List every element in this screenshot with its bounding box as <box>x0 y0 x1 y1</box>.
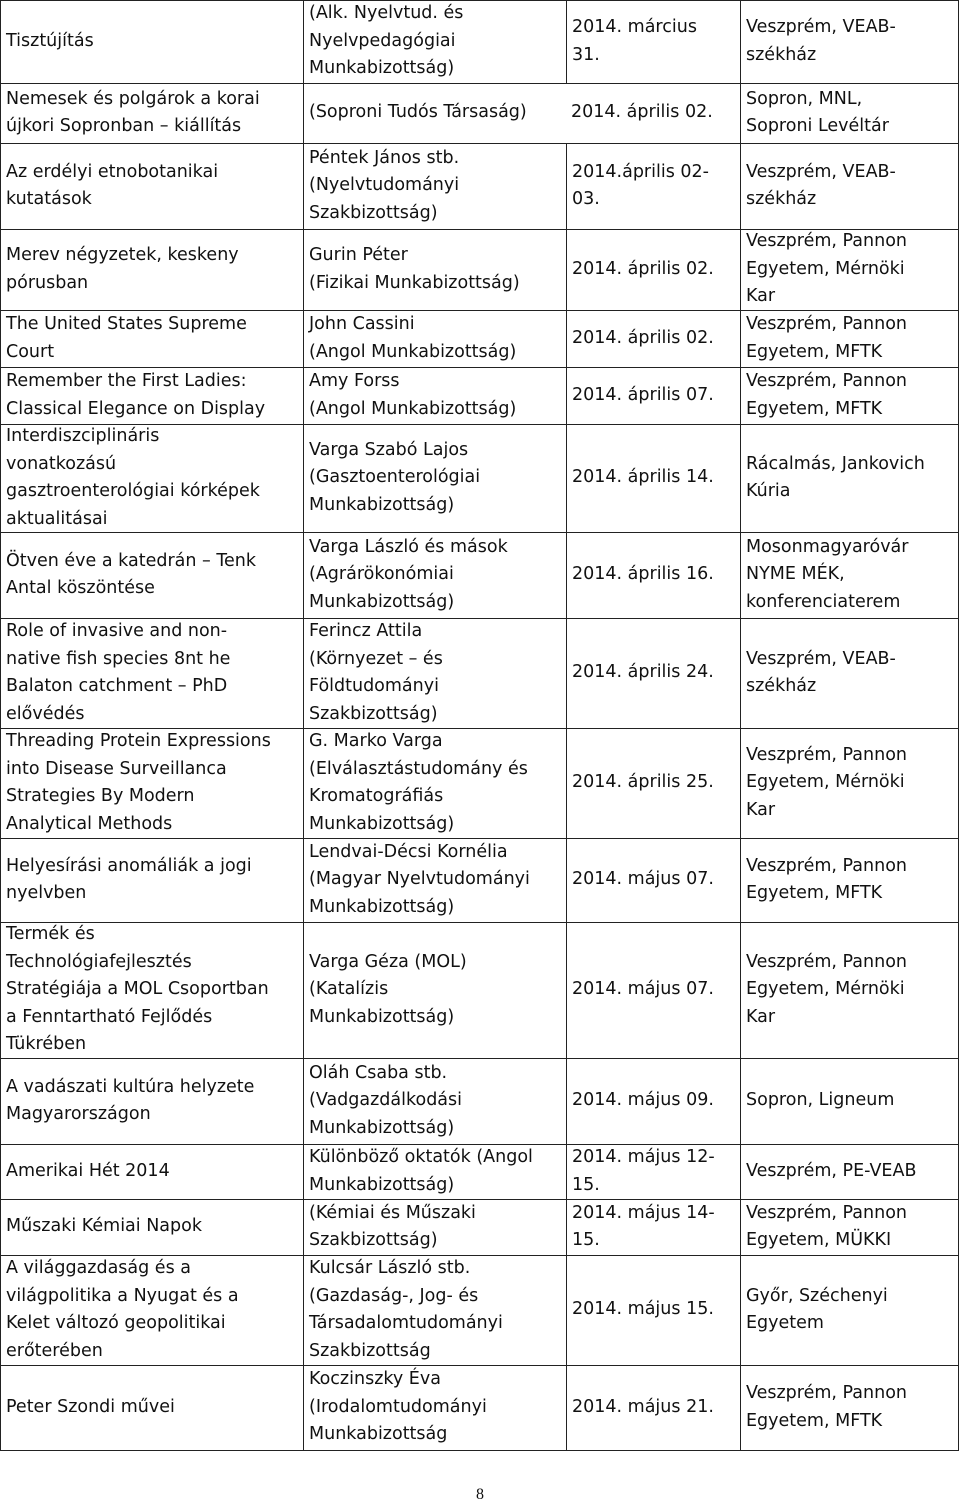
cell-text: Varga László és mások (Agrárökonómiai Munkabizottság) <box>309 536 508 612</box>
cell-text: Amerikai Hét 2014 <box>6 1160 170 1181</box>
cell-text: Helyesírási anomáliák a jogi nyelvben <box>6 855 252 903</box>
table-cell-event-location <box>740 310 958 367</box>
cell-text: Termék és Technológiafejlesztés Stratégiája a MOL Csoportban a Fenntartható Fejlődés Tükrében <box>6 924 269 1055</box>
cell-text: 2014. május 15. <box>572 1299 714 1320</box>
table-cell-event-title <box>0 1199 303 1255</box>
cell-text: 2014. április 07. <box>572 384 714 405</box>
table-cell-event-location <box>740 424 958 532</box>
cell-text: Role of invasive and non- native fish species 8nt he Balaton catchment – PhD elővédés <box>6 621 231 724</box>
cell-text: 2014. május 09. <box>572 1090 714 1111</box>
table-cell-event-date <box>566 618 740 728</box>
cell-text: Veszprém, PE-VEAB <box>746 1160 917 1181</box>
cell-text: 2014. április 02. <box>572 327 714 348</box>
cell-text: (Kémiai és Műszaki Szakbizottság) <box>309 1202 476 1250</box>
table-cell-event-location <box>740 1365 958 1450</box>
table-cell-event-location <box>740 1199 958 1255</box>
table-cell-organizer <box>303 728 566 838</box>
cell-text: Rácalmás, Jankovich Kúria <box>746 453 925 501</box>
cell-text: John Cassini (Angol Munkabizottság) <box>309 314 517 362</box>
table-cell-organizer <box>303 143 566 229</box>
cell-text: 2014. április 02. <box>572 258 714 279</box>
table-cell-organizer <box>303 618 566 728</box>
cell-text: Veszprém, VEAB- székház <box>746 648 896 696</box>
cell-text: Remember the First Ladies: Classical Elegance on Display <box>6 371 266 419</box>
cell-text: Különböző oktatók (Angol Munkabizottság) <box>309 1147 533 1195</box>
table-cell-event-date <box>566 310 740 367</box>
table-cell-event-location <box>740 1144 958 1199</box>
table-cell-event-location <box>740 143 958 229</box>
table-cell-organizer <box>303 1144 566 1199</box>
cell-text: Ferincz Attila (Környezet – és Földtudományi Szakbizottság) <box>309 621 443 724</box>
cell-text: 2014. április 02. <box>571 102 713 123</box>
table-cell-event-date <box>566 367 740 424</box>
table-cell-event-title <box>0 0 303 83</box>
cell-text: Veszprém, Pannon Egyetem, MFTK <box>746 1383 908 1431</box>
cell-text: Veszprém, Pannon Egyetem, Mérnöki Kar <box>746 231 908 307</box>
table-cell-organizer <box>303 367 566 424</box>
table-cell-organizer <box>303 0 566 83</box>
table-cell-event-location <box>740 618 958 728</box>
table-cell-event-title <box>0 367 303 424</box>
cell-text: Péntek János stb. (Nyelvtudományi Szakbizottság) <box>309 147 460 223</box>
cell-text: A világgazdaság és a világpolitika a Nyugat és a Kelet változó geopolitikai erőterében <box>6 1258 239 1361</box>
cell-text: Threading Protein Expressions into Disease Surveillanca Strategies By Modern Analytical Methods <box>6 731 271 834</box>
table-cell-event-location <box>740 0 958 83</box>
table-column-border <box>958 0 959 1450</box>
cell-text: The United States Supreme Court <box>6 314 247 362</box>
cell-text: Műszaki Kémiai Napok <box>6 1216 202 1237</box>
cell-text: Veszprém, Pannon Egyetem, MÜKKI <box>746 1202 908 1250</box>
table-cell-event-date <box>565 83 740 143</box>
table-cell-organizer <box>303 1199 566 1255</box>
table-cell-event-title <box>0 424 303 532</box>
cell-text: 2014. április 24. <box>572 662 714 683</box>
cell-text: Mosonmagyaróvár NYME MÉK, konferenciaterem <box>746 536 909 612</box>
table-cell-event-title <box>0 143 303 229</box>
cell-text: Győr, Széchenyi Egyetem <box>746 1285 888 1333</box>
cell-text: Tisztújítás <box>6 30 94 51</box>
table-cell-event-title <box>0 922 303 1058</box>
table-cell-event-location <box>740 1255 958 1365</box>
table-cell-event-location <box>740 83 958 143</box>
cell-text: Sopron, Ligneum <box>746 1090 895 1111</box>
table-cell-event-date <box>566 838 740 922</box>
table-cell-event-date <box>566 1255 740 1365</box>
cell-text: Az erdélyi etnobotanikai kutatások <box>6 161 219 209</box>
cell-text: 2014. április 16. <box>572 564 714 585</box>
cell-text: Sopron, MNL, Soproni Levéltár <box>746 88 889 136</box>
cell-text: Veszprém, Pannon Egyetem, Mérnöki Kar <box>746 744 908 820</box>
table-cell-event-title <box>0 310 303 367</box>
cell-text: Gurin Péter (Fizikai Munkabizottság) <box>309 245 520 293</box>
table-cell-event-date <box>566 532 740 618</box>
table-cell-organizer <box>303 1255 566 1365</box>
table-cell-event-location <box>740 922 958 1058</box>
cell-text: Kulcsár László stb. (Gazdaság-, Jog- és Társadalomtudományi Szakbizottság <box>309 1258 503 1361</box>
table-cell-organizer <box>303 310 566 367</box>
cell-text: 2014. május 21. <box>572 1396 714 1417</box>
table-cell-event-date <box>566 1144 740 1199</box>
cell-text: Varga Géza (MOL) (Katalízis Munkabizottság) <box>309 951 467 1027</box>
table-cell-event-date <box>566 922 740 1058</box>
cell-text: 2014. március 31. <box>572 17 697 65</box>
cell-text: G. Marko Varga (Elválasztástudomány és Kromatográfiás Munkabizottság) <box>309 731 528 834</box>
table-cell-event-location <box>740 532 958 618</box>
cell-text: Lendvai-Décsi Kornélia (Magyar Nyelvtudományi Munkabizottság) <box>309 841 530 917</box>
table-cell-event-date <box>566 0 740 83</box>
table-cell-event-date <box>566 143 740 229</box>
cell-text: Veszprém, VEAB- székház <box>746 17 896 65</box>
table-cell-event-title <box>0 1058 303 1144</box>
cell-text: Oláh Csaba stb. (Vadgazdálkodási Munkabizottság) <box>309 1062 463 1138</box>
cell-text: 2014. április 25. <box>572 772 714 793</box>
page-number: 8 <box>476 1486 484 1503</box>
cell-text: Veszprém, Pannon Egyetem, MFTK <box>746 314 908 362</box>
table-cell-event-location <box>740 728 958 838</box>
table-cell-event-title <box>0 838 303 922</box>
table-cell-event-location <box>740 229 958 310</box>
table-cell-organizer <box>303 1058 566 1144</box>
cell-text: Veszprém, VEAB- székház <box>746 161 896 209</box>
table-cell-event-location <box>740 1058 958 1144</box>
cell-text: 2014. április 14. <box>572 467 714 488</box>
table-cell-event-date <box>566 1058 740 1144</box>
table-cell-event-date <box>566 1365 740 1450</box>
table-cell-event-title <box>0 1255 303 1365</box>
table-cell-event-title <box>0 618 303 728</box>
table-cell-event-date <box>566 1199 740 1255</box>
cell-text: 2014. május 07. <box>572 869 714 890</box>
cell-text: Amy Forss (Angol Munkabizottság) <box>309 371 517 419</box>
table-cell-event-title <box>0 728 303 838</box>
cell-text: Merev négyzetek, keskeny pórusban <box>6 245 239 293</box>
table-cell-organizer <box>303 922 566 1058</box>
table-cell-organizer <box>303 532 566 618</box>
cell-text: Veszprém, Pannon Egyetem, MFTK <box>746 371 908 419</box>
table-cell-event-date <box>566 229 740 310</box>
cell-text: 2014.április 02- 03. <box>572 161 709 209</box>
cell-text: Koczinszky Éva (Irodalomtudományi Munkabizottság <box>309 1369 487 1445</box>
cell-text: 2014. május 14- 15. <box>572 1202 715 1250</box>
cell-text: (Soproni Tudós Társaság) <box>309 102 527 123</box>
cell-text: Nemesek és polgárok a korai újkori Sopronban – kiállítás <box>6 88 260 136</box>
table-cell-organizer <box>303 229 566 310</box>
table-cell-event-title <box>0 1365 303 1450</box>
cell-text: Ötven éve a katedrán – Tenk Antal köszöntése <box>6 550 257 598</box>
cell-text: Veszprém, Pannon Egyetem, MFTK <box>746 855 908 903</box>
table-cell-organizer <box>303 1365 566 1450</box>
cell-text: Interdiszciplináris vonatkozású gasztroenterológiai kórképek aktualitásai <box>6 426 260 529</box>
cell-text: Veszprém, Pannon Egyetem, Mérnöki Kar <box>746 951 908 1027</box>
cell-text: A vadászati kultúra helyzete Magyarországon <box>6 1076 255 1124</box>
table-cell-event-title <box>0 532 303 618</box>
table-cell-organizer <box>303 838 566 922</box>
table-cell-event-title <box>0 1144 303 1199</box>
table-cell-organizer <box>303 424 566 532</box>
table-cell-event-location <box>740 367 958 424</box>
cell-text: 2014. május 12- 15. <box>572 1147 715 1195</box>
table-row-border <box>0 1450 959 1451</box>
table-cell-event-title <box>0 229 303 310</box>
table-cell-event-location <box>740 838 958 922</box>
table-cell-event-date <box>566 424 740 532</box>
cell-text: Peter Szondi művei <box>6 1396 175 1417</box>
cell-text: Varga Szabó Lajos (Gasztoenterológiai Munkabizottság) <box>309 439 481 515</box>
cell-text: (Alk. Nyelvtud. és Nyelvpedagógiai Munkabizottság) <box>309 3 464 79</box>
table-cell-event-title <box>0 83 303 143</box>
table-cell-event-date <box>566 728 740 838</box>
cell-text: 2014. május 07. <box>572 979 714 1000</box>
